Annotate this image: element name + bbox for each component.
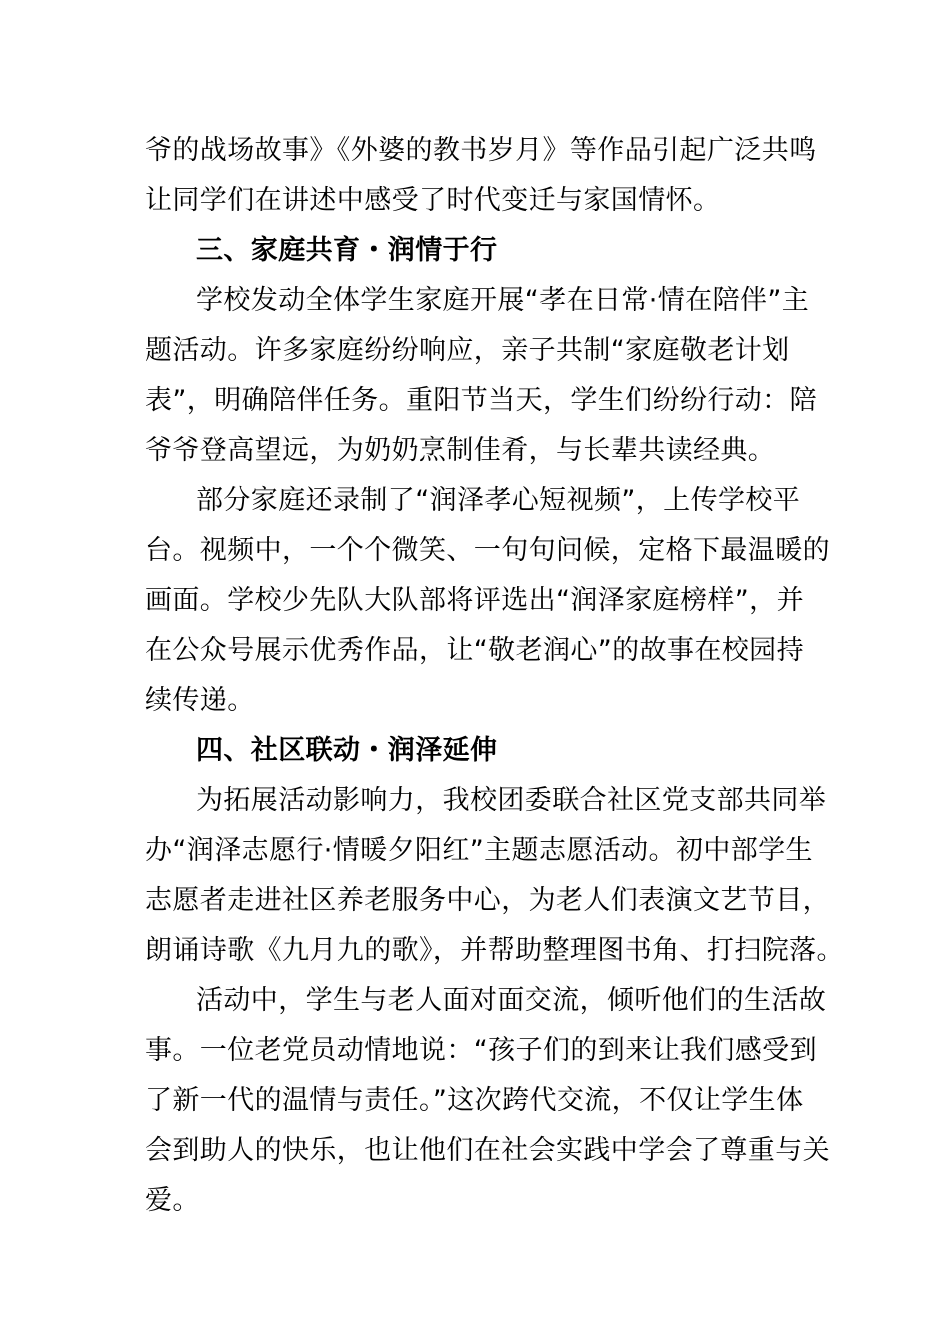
paragraph-line: 续传递。 [145,685,255,716]
paragraph-line: 会到助人的快乐，也让他们在社会实践中学会了尊重与关 [145,1135,830,1166]
section-heading-3: 三、家庭共育・润情于行 [196,235,498,266]
paragraph-line: 朗诵诗歌《九月九的歌》，并帮助整理图书角、打扫院落。 [145,935,844,966]
paragraph-line: 爷爷登高望远，为奶奶烹制佳肴，与长辈共读经典。 [145,435,776,466]
paragraph-line: 志愿者走进社区养老服务中心，为老人们表演文艺节目， [145,885,830,916]
paragraph-line: 表”，明确陪伴任务。重阳节当天，学生们纷纷行动：陪 [145,385,817,416]
paragraph-line: 学校发动全体学生家庭开展“孝在日常·情在陪伴”主 [196,285,810,316]
paragraph-line: 了新一代的温情与责任。”这次跨代交流，不仅让学生体 [145,1085,804,1116]
paragraph-line: 让同学们在讲述中感受了时代变迁与家国情怀。 [145,185,721,216]
paragraph-line: 在公众号展示优秀作品，让“敬老润心”的故事在校园持 [145,635,804,666]
paragraph-line: 画面。学校少先队大队部将评选出“润泽家庭榜样”，并 [145,585,804,616]
paragraph-line: 台。视频中，一个个微笑、一句句问候，定格下最温暖的 [145,535,830,566]
paragraph-line: 为拓展活动影响力，我校团委联合社区党支部共同举 [196,785,827,816]
paragraph-line: 题活动。许多家庭纷纷响应，亲子共制“家庭敬老计划 [145,335,790,366]
section-heading-4: 四、社区联动・润泽延伸 [196,735,498,766]
paragraph-line: 爷的战场故事》《外婆的教书岁月》等作品引起广泛共鸣 [145,135,817,166]
paragraph-line: 爱。 [145,1185,200,1216]
paragraph-line: 事。一位老党员动情地说：“孩子们的到来让我们感受到 [145,1035,817,1066]
paragraph-line: 部分家庭还录制了“润泽孝心短视频”，上传学校平 [196,485,801,516]
paragraph-line: 活动中，学生与老人面对面交流，倾听他们的生活故 [196,985,827,1016]
paragraph-line: 办“润泽志愿行·情暖夕阳红”主题志愿活动。初中部学生 [145,835,813,866]
